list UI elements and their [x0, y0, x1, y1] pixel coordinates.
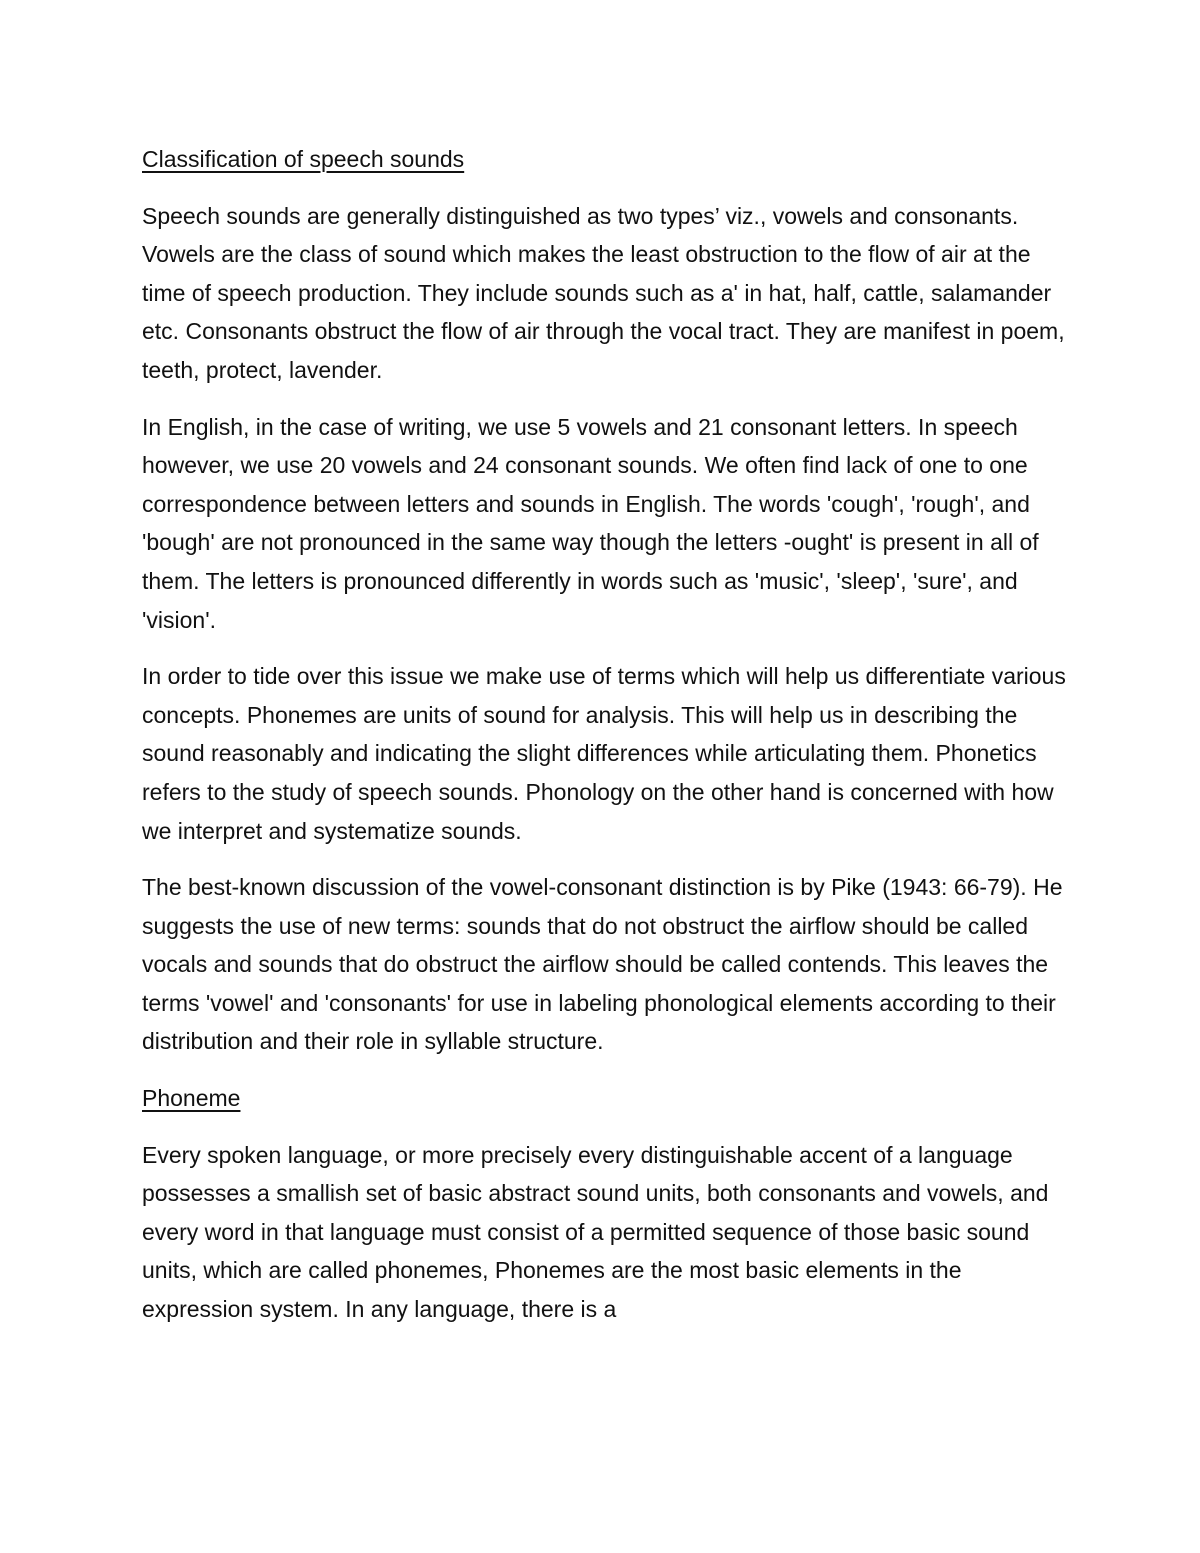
paragraph-phonemes-terms: In order to tide over this issue we make use of terms which will help us differentiate various concepts. Phonemes are units of sound for analysis. This will help us in describing the sound reasonably and indicating the slight differences while articulating them. Phonetics refers to the study of speech sounds. Phonology on the other hand is concerned with how we interpret and systematize sounds. [142, 663, 1066, 844]
paragraph-pike-discussion: The best-known discussion of the vowel-consonant distinction is by Pike (1943: 66-79). He suggests the use of new terms: sounds that do not obstruct the airflow should be called vocals and sounds that do obstruct the airflow should be called contends. This leaves the terms 'vowel' and 'consonants' for use in labeling phonological elements according to their distribution and their role in syllable structure. [142, 874, 1063, 1055]
document-body [142, 140, 1072, 1347]
section-heading-classification: Classification of speech sounds [142, 146, 465, 172]
paragraph-english-letters: In English, in the case of writing, we use 5 vowels and 21 consonant letters. In speech however, we use 20 vowels and 24 consonant sounds. We often find lack of one to one correspondence between letters and sounds in English. The words 'cough', 'rough', and 'bough' are not pronounced in the same way though the letters -ought' is present in all of them. The letters is pronounced differently in words such as 'music', 'sleep', 'sure', and 'vision'. [142, 413, 1039, 633]
section-heading-phoneme: Phoneme [142, 1085, 241, 1112]
paragraph-speech-sounds: Speech sounds are generally distinguished as two types’ viz., vowels and consonants. Vowels are the class of sound which makes the least obstruction to the flow of air at the time of speech production. They include sounds such as a' in hat, half, cattle, salamander etc. Consonants obstruct the flow of air through the vocal tract. They are manifest in poem, teeth, protect, lavender. [142, 202, 1065, 383]
paragraph-phoneme-definition: Every spoken language, or more precisely every distinguishable accent of a language possesses a smallish set of basic abstract sound units, both consonants and vowels, and every word in that language must consist of a permitted sequence of those basic sound units, which are called phonemes, Phonemes are the most basic elements in the expression system. In any language, there is a [142, 1141, 1049, 1323]
